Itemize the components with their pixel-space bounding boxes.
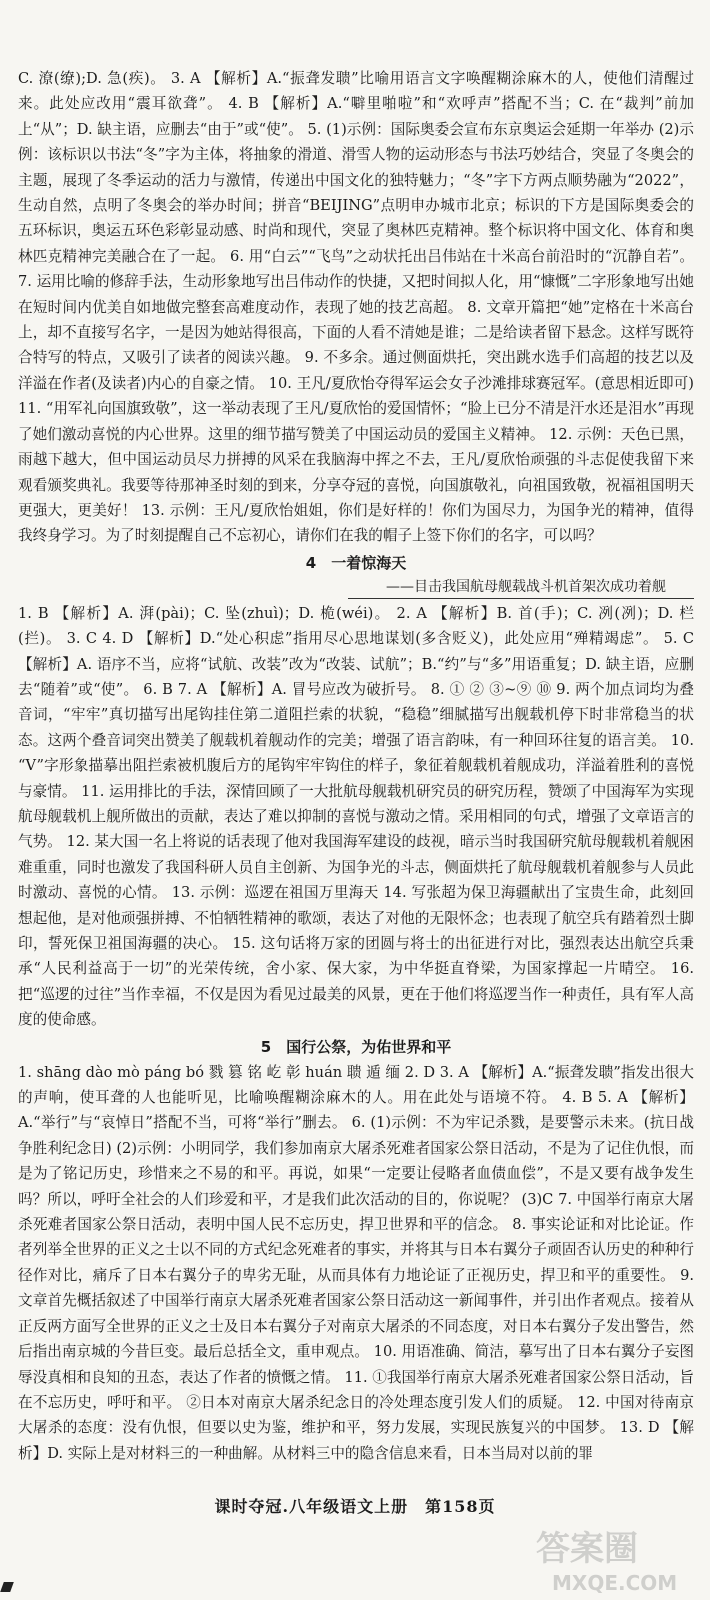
answer-block-4: 1. B 【解析】A. 湃(pài)；C. 坠(zhuì)；D. 桅(wéi)。 2. A 【解析】B. 首(手)；C. 冽(冽)；D. 栏(拦)。 3. C 4. D 【解析】D.“处心积虑”指用尽心思地谋划(多含贬义)，此处应用“殚精竭虑”。 5. C 【解析】A. 语序不当，应将“试航、改装”改为“改装、试航”；B.“约”与“多”用语重复；D. 缺主语，应删去“随着”或“使”。 6. B 7. A 【解析】A. 冒号应改为破折号。 8. ① ② ③~⑨ ⑩ 9. 两个加点词均为叠音词，“牢牢”真切描写出尾钩挂住第二道阻拦索的状貌，“稳稳”细腻描写出舰载机停下时非常稳当的状态。这两个叠音词突出赞美了舰载机着舰动作的完美；增强了语言韵味，有一种回环往复的语言美。 10. “V”字形象描摹出阻拦索被机腹后方的尾钩牢牢钩住的样子，象征着舰载机着舰成功，洋溢着胜利的喜悦与豪情。 11. 运用排比的手法，深情回顾了一大批航母舰载机研究员的研究历程，赞颂了中国海军为实现航母舰载机上舰所做出的贡献，表达了难以抑制的喜悦与激动之情。采用相同的句式，增强了文章语言的气势。 12. 某大国一名上将说的话表现了他对我国海军建设的歧视，暗示当时我国研究航母舰载机着舰困难重重，同时也激发了我国科研人员自主创新、为国争光的斗志，侧面烘托了航母舰载机着舰参与人员此时激动、喜悦的心情。 13. 示例：巡逻在祖国万里海天 14. 写张超为保卫海疆献出了宝贵生命，此刻回想起他，是对他顽强拼搏、不怕牺牲精神的歌颂，表达了对他的无限怀念；也表现了航空兵有踏着烈士脚印，誓死保卫祖国海疆的决心。 15. 这句话将万家的团圆与将士的出征进行对比，强烈表达出航空兵秉承“人民利益高于一切”的光荣传统，舍小家、保大家，为中华挺直脊梁，为国家撑起一片晴空。 16. 把“巡逻的过往”当作幸福，不仅是因为看见过最美的风景，更在于他们将巡逻当作一种责任，具有军人高度的使命感。 <box>18 604 694 1029</box>
page-footer: 课时夺冠.八年级语文上册 第158页 <box>214 1497 496 1516</box>
section-5-title: 5 国行公祭，为佑世界和平 <box>260 1037 452 1056</box>
watermark-logo <box>530 1520 700 1596</box>
watermark-text: 答案圈 <box>536 1529 638 1569</box>
section-4-title: 4 一着惊海天 <box>305 553 407 572</box>
answer-block-5: 1. shāng dào mò páng bó 戮 篡 铭 屹 彰 huán 聩 遁 缅 2. D 3. A 【解析】A.“振聋发聩”指发出很大的声响，使耳聋的人也能听见，比喻唤醒糊涂麻木的人。用在此处与语境不符。 4. B 5. A 【解析】A.“举行”与“哀悼日”搭配不当，可将“举行”删去。 6. (1)示例：不为牢记杀戮，是要警示未来。(抗日战争胜利纪念日) (2)示例：小明同学，我们参加南京大屠杀死难者国家公祭日活动，不是为了记住仇恨，而是为了铭记历史，珍惜来之不易的和平。再说，如果“一定要让侵略者血债血偿”，不是又要有战争发生吗？所以，呼吁全社会的人们珍爱和平，才是我们此次活动的目的，你说呢？ (3)C 7. 中国举行南京大屠杀死难者国家公祭日活动，表明中国人民不忘历史，捍卫世界和平的信念。 8. 事实论证和对比论证。作者列举全世界的正义之士以不同的方式纪念死难者的事实，并将其与日本右翼分子顽固否认历史的种种行径作对比，痛斥了日本右翼分子的卑劣无耻，从而具体有力地论证了正视历史，捍卫和平的重要性。 9. 文章首先概括叙述了中国举行南京大屠杀死难者国家公祭日活动这一新闻事件，并引出作者观点。接着从正反两方面写全世界的正义之士及日本右翼分子对南京大屠杀的不同态度，对日本右翼分子发出警告，然后指出南京城的今昔巨变。最后总括全文，重申观点。 10. 用语准确、简洁，摹写出了日本右翼分子妄图辱没真相和良知的丑态，表达了作者的愤慨之情。 11. ①我国举行南京大屠杀死难者国家公祭日活动，旨在不忘历史，呼吁和平。 ②日本对南京大屠杀纪念日的冷处理态度引发人们的质疑。 12. 中国对待南京大屠杀的态度：没有仇恨，但要以史为鉴，维护和平，努力发展，实现民族复兴的中国梦。 13. D 【解析】D. 实际上是对材料三的一种曲解。从材料三中的隐含信息来看，日本当局对以前的罪 <box>18 1063 694 1462</box>
corner-mark <box>0 1582 14 1592</box>
section-4-subtitle: ——目击我国航母舰载战斗机首架次成功着舰 <box>348 576 694 599</box>
answer-page <box>18 66 694 1466</box>
answer-block-3: C. 潦(缭);D. 急(疾)。 3. A 【解析】A.“振聋发聩”比喻用语言文字唤醒糊涂麻木的人，使他们清醒过来。此处应改用“震耳欲聋”。 4. B 【解析】A.“噼里啪啦”和“欢呼声”搭配不当；C. 在“裁判”前加上“从”；D. 缺主语，应删去“由于”或“使”。 5. (1)示例：国际奥委会宣布东京奥运会延期一年举办 (2)示例：该标识以书法“冬”字为主体，将抽象的滑道、滑雪人物的运动形态与书法巧妙结合，突显了冬奥会的主题，展现了冬季运动的活力与激情，传递出中国文化的独特魅力；“冬”字下方两点顺势融为“2022”，生动自然，点明了冬奥会的举办时间；拼音“BEIJING”点明申办城市北京；标识的下方是国际奥委会的五环标识，奥运五环色彩彰显动感、时尚和现代，突显了奥林匹克精神。整个标识将中国文化、体育和奥林匹克精神完美融合在了一起。 6. 用“白云”“飞鸟”之动状托出吕伟站在十米高台前沿时的“沉静自若”。 7. 运用比喻的修辞手法，生动形象地写出吕伟动作的快捷，又把时间拟人化，用“慷慨”二字形象地写出她在短时间内优美自如地做完整套高难度动作，表现了她的技艺高超。 8. 文章开篇把“她”定格在十米高台上，却不直接写名字，一是因为她站得很高，下面的人看不清她是谁；二是给读者留下悬念。这样写既符合特写的特点，又吸引了读者的阅读兴趣。 9. 不多余。通过侧面烘托，突出跳水选手们高超的技艺以及洋溢在作者(及读者)内心的自豪之情。 10. 王凡/夏欣怡夺得军运会女子沙滩排球赛冠军。(意思相近即可) 11. “用军礼向国旗致敬”，这一举动表现了王凡/夏欣怡的爱国情怀；“脸上已分不清是汗水还是泪水”再现了她们激动喜悦的内心世界。这里的细节描写赞美了中国运动员的爱国主义精神。 12. 示例：天色已黑，雨越下越大，但中国运动员尽力拼搏的风采在我脑海中挥之不去，王凡/夏欣怡顽强的斗志促使我留下来观看颁奖典礼。我要等待那神圣时刻的到来，分享夺冠的喜悦，向国旗敬礼，向祖国致敬，祝福祖国明天更强大，更美好！ 13. 示例：王凡/夏欣怡姐姐，你们是好样的！你们为国尽力，为国争光的精神，值得我终身学习。为了时刻提醒自己不忘初心，请你们在我的帽子上签下你们的名字，可以吗？ <box>18 70 694 545</box>
watermark-url: MXQE.COM <box>552 1571 678 1595</box>
